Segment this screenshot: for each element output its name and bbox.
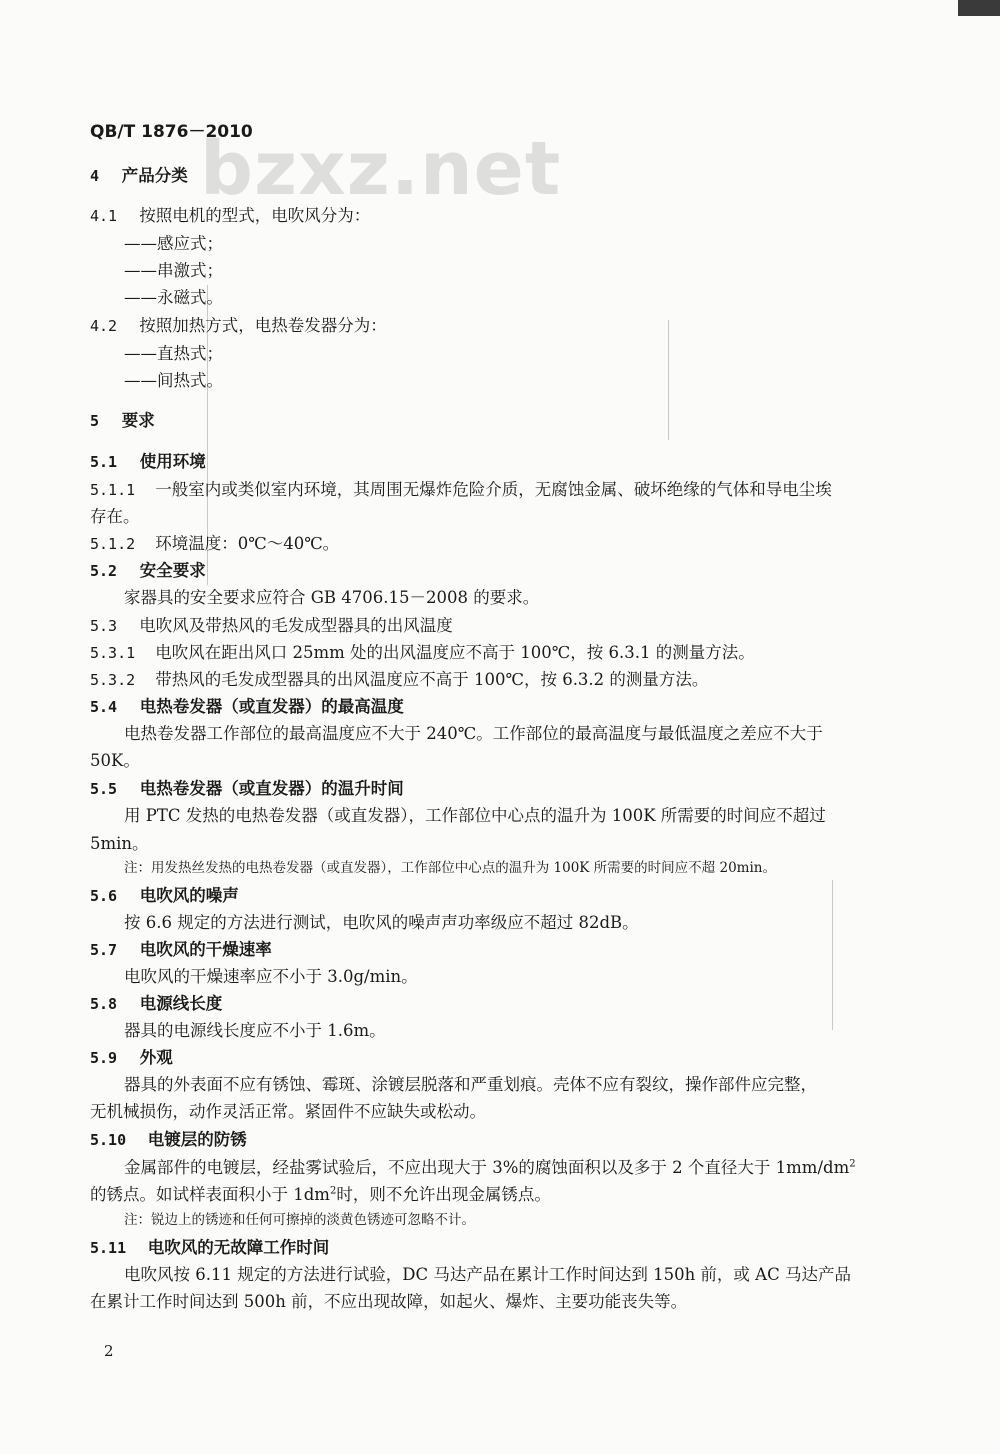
clause-text: 环境温度：0℃～40℃。 bbox=[155, 534, 340, 553]
clause-text-continued: 50K。 bbox=[90, 751, 140, 770]
clause-number: 5.8 bbox=[90, 995, 118, 1013]
clause-title: 电源线长度 bbox=[139, 994, 223, 1013]
clause-text: 一般室内或类似室内环境，其周围无爆炸危险介质，无腐蚀金属、破坏绝缘的气体和导电尘埃 bbox=[155, 480, 832, 499]
scan-artifact bbox=[668, 320, 669, 440]
clause-number: 5.1.1 bbox=[90, 481, 136, 499]
clause-title: 电镀层的防锈 bbox=[147, 1130, 247, 1149]
clause-title: 电吹风的噪声 bbox=[139, 886, 239, 905]
clause-text: 按照加热方式，电热卷发器分为： bbox=[139, 316, 387, 335]
clause-5-3-heading bbox=[90, 618, 453, 635]
clause-text: 家器具的安全要求应符合 GB 4706.15－2008 的要求。 bbox=[124, 588, 540, 607]
section-4-heading bbox=[90, 168, 188, 185]
scan-artifact bbox=[832, 880, 833, 1030]
clause-number: 5.9 bbox=[90, 1049, 118, 1067]
superscript: 2 bbox=[329, 1185, 337, 1197]
clause-text: 电吹风的干燥速率应不小于 3.0g/min。 bbox=[124, 967, 418, 986]
clause-number: 5.1 bbox=[90, 453, 118, 471]
list-item: ——感应式； bbox=[124, 234, 223, 253]
clause-number: 5.10 bbox=[90, 1131, 127, 1149]
clause-number: 5.1.2 bbox=[90, 535, 136, 553]
clause-5-1-1 bbox=[90, 482, 832, 499]
clause-text: 器具的电源线长度应不小于 1.6m。 bbox=[124, 1021, 386, 1040]
clause-4-1 bbox=[90, 208, 370, 225]
clause-text-continued: 存在。 bbox=[90, 507, 140, 526]
clause-5-6-heading bbox=[90, 888, 239, 905]
section-number: 5 bbox=[90, 412, 100, 430]
scan-corner-mark bbox=[958, 0, 1000, 16]
clause-title: 电热卷发器（或直发器）的最高温度 bbox=[139, 697, 404, 716]
clause-text-continued: 在累计工作时间达到 500h 前，不应出现故障，如起火、爆炸、主要功能丧失等。 bbox=[90, 1292, 688, 1311]
clause-text: 电吹风在距出风口 25mm 处的出风温度应不高于 100℃，按 6.3.1 的测量方法。 bbox=[155, 643, 755, 662]
clause-5-8-heading bbox=[90, 996, 222, 1013]
clause-text-continued: 5min。 bbox=[90, 834, 149, 853]
superscript: 2 bbox=[849, 1158, 856, 1170]
list-item: ——直热式； bbox=[124, 344, 223, 363]
clause-5-3-1 bbox=[90, 645, 755, 662]
clause-number: 5.3 bbox=[90, 617, 118, 635]
clause-number: 5.5 bbox=[90, 780, 118, 798]
list-item: ——串激式； bbox=[124, 261, 223, 280]
clause-number: 5.2 bbox=[90, 562, 118, 580]
clause-title: 安全要求 bbox=[139, 561, 206, 580]
clause-title: 电吹风的干燥速率 bbox=[139, 940, 272, 959]
clause-5-9-heading bbox=[90, 1050, 173, 1067]
clause-number: 5.11 bbox=[90, 1239, 127, 1257]
clause-title: 使用环境 bbox=[139, 452, 206, 471]
clause-5-11-heading bbox=[90, 1240, 329, 1257]
clause-number: 4.1 bbox=[90, 207, 118, 225]
clause-number: 5.3.2 bbox=[90, 671, 136, 689]
list-item: ——间热式。 bbox=[124, 371, 223, 390]
clause-text: 用 PTC 发热的电热卷发器（或直发器），工作部位中心点的温升为 100K 所需要的时间应不超过 bbox=[124, 806, 826, 825]
section-number: 4 bbox=[90, 167, 100, 185]
clause-4-2 bbox=[90, 318, 387, 335]
clause-text-part: 时，则不允许出现金属锈点。 bbox=[336, 1185, 551, 1204]
list-item: ——永磁式。 bbox=[124, 288, 223, 307]
clause-5-4-heading bbox=[90, 699, 404, 716]
clause-number: 5.6 bbox=[90, 887, 118, 905]
clause-5-1-2 bbox=[90, 536, 339, 553]
clause-number: 4.2 bbox=[90, 317, 118, 335]
clause-5-10-heading bbox=[90, 1132, 247, 1149]
clause-number: 5.4 bbox=[90, 698, 118, 716]
clause-text-part: 金属部件的电镀层，经盐雾试验后，不应出现大于 3%的腐蚀面积以及多于 2 个直径大于 1mm/dm bbox=[124, 1158, 850, 1177]
standard-code: QB/T 1876－2010 bbox=[90, 122, 253, 142]
clause-text: 按 6.6 规定的方法进行测试，电吹风的噪声声功率级应不超过 82dB。 bbox=[124, 913, 639, 932]
clause-title: 电吹风的无故障工作时间 bbox=[147, 1238, 330, 1257]
clause-number: 5.7 bbox=[90, 941, 118, 959]
section-title: 产品分类 bbox=[121, 166, 188, 185]
clause-5-7-heading bbox=[90, 942, 272, 959]
section-title: 要求 bbox=[121, 411, 155, 430]
clause-5-2-heading bbox=[90, 563, 206, 580]
clause-5-1-heading bbox=[90, 454, 206, 471]
clause-text: 带热风的毛发成型器具的出风温度应不高于 100℃，按 6.3.2 的测量方法。 bbox=[155, 670, 709, 689]
clause-title: 外观 bbox=[139, 1048, 173, 1067]
clause-text-continued bbox=[90, 1187, 551, 1204]
note-text: 注：用发热丝发热的电热卷发器（或直发器），工作部位中心点的温升为 100K 所需要的时间应不超 20min。 bbox=[124, 860, 776, 876]
clause-text: 按照电机的型式，电吹风分为： bbox=[139, 206, 371, 225]
clause-text: 电吹风按 6.11 规定的方法进行试验，DC 马达产品在累计工作时间达到 150h 前，或 AC 马达产品 bbox=[124, 1265, 851, 1284]
page-number: 2 bbox=[104, 1342, 114, 1360]
clause-title: 电吹风及带热风的毛发成型器具的出风温度 bbox=[139, 616, 453, 635]
clause-text-continued: 无机械损伤，动作灵活正常。紧固件不应缺失或松动。 bbox=[90, 1102, 486, 1121]
clause-5-3-2 bbox=[90, 672, 708, 689]
clause-title: 电热卷发器（或直发器）的温升时间 bbox=[139, 779, 404, 798]
note-text: 注：锐边上的锈迹和任何可擦掉的淡黄色锈迹可忽略不计。 bbox=[124, 1212, 475, 1228]
clause-text-part: 的锈点。如试样表面积小于 1dm bbox=[90, 1185, 330, 1204]
watermark-text: bzxz.net bbox=[200, 126, 562, 212]
section-5-heading bbox=[90, 413, 155, 430]
clause-text bbox=[124, 1160, 856, 1177]
clause-number: 5.3.1 bbox=[90, 644, 136, 662]
clause-text: 电热卷发器工作部位的最高温度应不大于 240℃。工作部位的最高温度与最低温度之差应不大于 bbox=[124, 724, 823, 743]
clause-text: 器具的外表面不应有锈蚀、霉斑、涂镀层脱落和严重划痕。壳体不应有裂纹，操作部件应完整， bbox=[124, 1075, 817, 1094]
clause-5-5-heading bbox=[90, 781, 404, 798]
